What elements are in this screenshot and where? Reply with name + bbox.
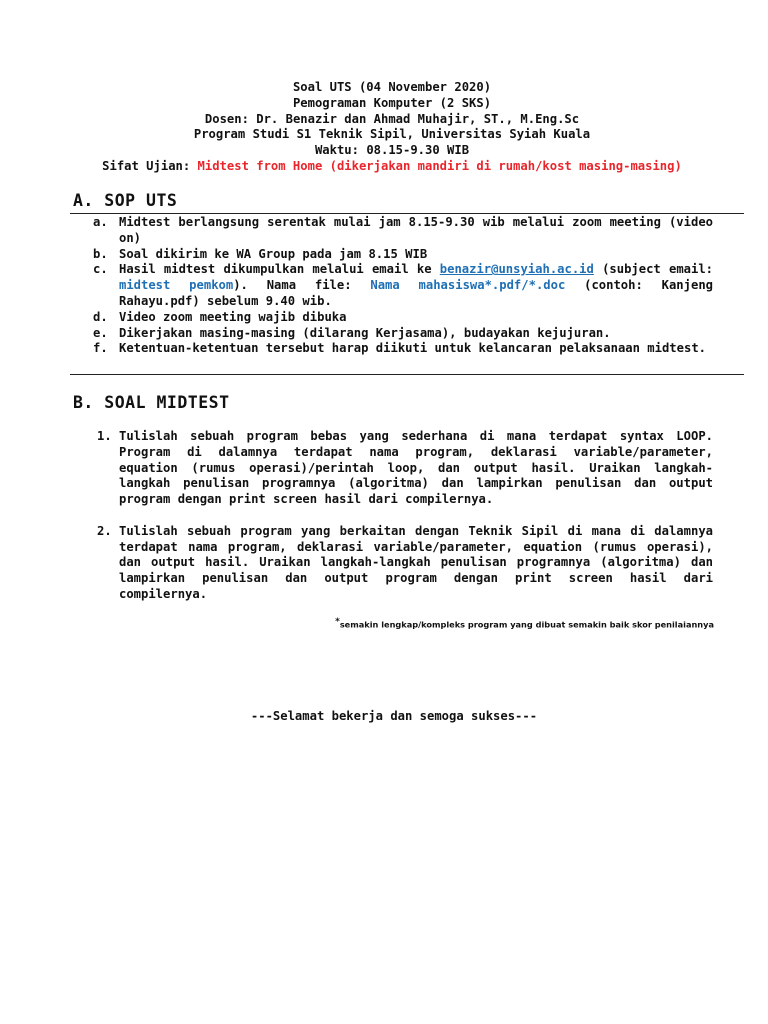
sop-item-e (93, 326, 713, 342)
sop-text: (contoh: Kanjeng Rahayu.pdf) sebelum 9.40 wib. (119, 278, 713, 308)
grading-note (0, 617, 714, 630)
sop-text: Ketentuan-ketentuan tersebut harap diikuti untuk kelancaran pelaksanaan midtest. (119, 341, 706, 356)
sop-text: ). Nama file: (233, 278, 371, 293)
sop-top-rule (70, 213, 744, 214)
course-name: Pemograman Komputer (2 SKS) (292, 95, 492, 110)
sop-item-d (93, 310, 713, 326)
sop-text: Hasil midtest dikumpulkan melalui email ke (119, 262, 440, 277)
sop-item-a (93, 215, 713, 247)
sop-marker: a. (93, 215, 108, 229)
exam-title: Soal UTS (04 November 2020) (292, 80, 492, 94)
email-link[interactable]: benazir@unsyiah.ac.id (439, 262, 594, 277)
exam-time: Waktu: 08.15-9.30 WIB (314, 143, 470, 158)
midtest-section-title: B. SOAL MIDTEST (73, 393, 230, 412)
sop-marker: e. (93, 325, 108, 340)
closing-message: ---Selamat bekerja dan semoga sukses--- (250, 709, 538, 723)
sop-marker: f. (93, 341, 108, 356)
file-name-format: Nama mahasiswa*.pdf/*.doc (370, 278, 566, 293)
exam-nature (0, 159, 768, 175)
sop-section-title: A. SOP UTS (73, 191, 178, 210)
exam-nature-value: Midtest from Home (dikerjakan mandiri di rumah/kost masing-masing) (197, 158, 682, 173)
sop-marker: b. (93, 246, 108, 261)
exam-header (0, 80, 768, 175)
sop-item-b (93, 247, 713, 263)
sop-item-f (93, 341, 713, 357)
question-text: Tulislah sebuah program yang berkaitan dengan Teknik Sipil di mana di dalamnya terdapat nama program, deklarasi variable/parameter, equation (rumus operasi), dan output hasil. Uraikan langkah-langkah penulisan programnya (algoritma) dan lampirkan penulisan dan output program dengan print screen hasil dari compilernya. (119, 523, 713, 601)
sop-text: Video zoom meeting wajib dibuka (119, 309, 347, 324)
sop-marker: d. (93, 309, 108, 324)
sop-list (93, 215, 713, 357)
sop-item-c (93, 262, 713, 309)
sop-text: Dikerjakan masing-masing (dilarang Kerjasama), budayakan kejujuran. (119, 325, 611, 340)
midtest-question-list (97, 429, 713, 619)
exam-nature-label: Sifat Ujian: (102, 158, 198, 173)
sop-text: Soal dikirim ke WA Group pada jam 8.15 WIB (119, 246, 428, 261)
sop-bottom-rule (70, 374, 744, 375)
sop-text: Midtest berlangsung serentak mulai jam 8.15-9.30 wib melalui zoom meeting (video on) (119, 215, 713, 245)
question-text: Tulislah sebuah program bebas yang sederhana di mana terdapat syntax LOOP. Program di dalamnya terdapat nama program, deklarasi variable/parameter, equation (rumus operasi)/perintah loop, dan output hasil. Uraikan langkah-langkah penulisan programnya (algoritma) dan lampirkan penulisan dan output program dengan print screen hasil dari compilernya. (119, 429, 713, 507)
question-marker: 1. (97, 429, 112, 443)
lecturers: Dosen: Dr. Benazir dan Ahmad Muhajir, ST., M.Eng.Sc (204, 111, 580, 126)
question-2 (97, 524, 713, 603)
study-program: Program Studi S1 Teknik Sipil, Universitas Syiah Kuala (193, 127, 591, 142)
note-text: semakin lengkap/kompleks program yang dibuat semakin baik skor penilaiannya (339, 619, 714, 630)
question-marker: 2. (97, 523, 112, 538)
question-1 (97, 429, 713, 508)
email-subject: midtest pemkom (119, 278, 234, 293)
note-star: * (335, 617, 340, 627)
sop-text: (subject email: (593, 262, 714, 277)
sop-marker: c. (93, 262, 108, 277)
